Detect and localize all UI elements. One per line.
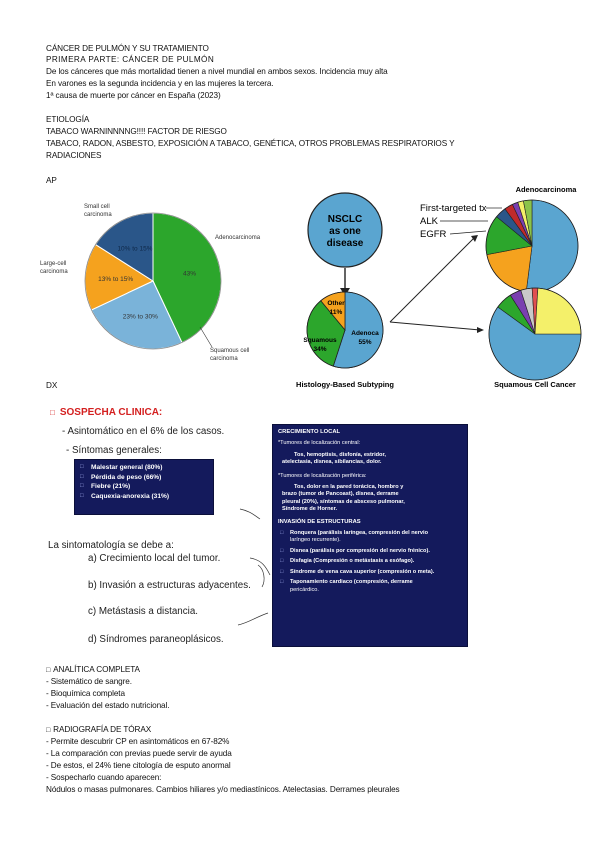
histology-subtyping-label: Histology-Based Subtyping (296, 380, 394, 389)
rx-item: - La comparación con previas puede servir de ayuda (46, 749, 232, 758)
nsclc-text-2: as one (329, 226, 361, 237)
intro-line-2: En varones es la segunda incidencia y en las mujeres la tercera. (46, 79, 274, 88)
legend-large-cell-1: Large-cell (40, 261, 67, 267)
hist-adeno-pct: 55% (358, 339, 372, 346)
legend-squamous-1: Squamous cell (210, 348, 250, 354)
checkbox-icon: □ (46, 667, 51, 674)
crecimiento-invasion-box (272, 424, 468, 647)
hist-squam-pct: 34% (313, 346, 327, 353)
etiology-line-1: TABACO WARNINNNNG!!!! FACTOR DE RIESGO (46, 127, 227, 136)
debe-item-b: b) Invasión a estructuras adyacentes. (88, 580, 251, 591)
central-line-2: atelectasia, disnea, sibilancias, dolor. (282, 459, 382, 466)
invasion-item-1b: laríngeo recurrente). (290, 537, 341, 544)
debe-item-a: a) Crecimiento local del tumor. (88, 553, 221, 564)
nsclc-text-3: disease (326, 238, 364, 249)
invasion-item-5a: Taponamiento cardiaco (compresión, derrame (290, 579, 413, 586)
intro-line-3: 1ª causa de muerte por cáncer en España (2023) (46, 91, 221, 100)
checkbox-icon: □ (46, 727, 51, 734)
rx-findings: Nódulos o masas pulmonares. Cambios hiliares y/o mediastínicos. Atelectasias. Derrames pleurales (46, 785, 400, 794)
legend-small-cell-1: Small cell (84, 204, 110, 210)
sintoma-item: □ Pérdida de peso (66%) (79, 473, 209, 483)
bullet-icon: □ (50, 408, 55, 417)
analitica-item: - Bioquímica completa (46, 689, 125, 698)
first-targeted-label: First-targeted tx (420, 203, 487, 214)
alk-label: ALK (420, 216, 438, 227)
hist-other-label: Other (327, 300, 345, 307)
invasion-item: □ Disnea (parálisis por compresión del nervio frénico). (278, 548, 462, 555)
invasion-item: □ Síndrome de vena cava superior (compresión o meta). (278, 569, 462, 576)
histology-pie-label: 13% to 15% (98, 276, 134, 284)
invasion-title: INVASIÓN DE ESTRUCTURAS (278, 518, 361, 525)
invasion-item (278, 530, 462, 545)
debe-title: La sintomatología se debe a: (48, 540, 174, 551)
analitica-item: - Evaluación del estado nutricional. (46, 701, 170, 710)
rx-item: - De estos, el 24% tiene citología de esputo anormal (46, 761, 231, 770)
nsclc-subtyping-diagram (290, 182, 590, 397)
analitica-title-text: ANALÍTICA COMPLETA (53, 665, 140, 674)
debe-item-d: d) Síndromes paraneoplásicos. (88, 634, 224, 645)
analitica-title (46, 665, 140, 677)
dx-label: DX (46, 381, 58, 390)
rx-item: - Sospecharlo cuando aparecen: (46, 773, 162, 782)
sospecha-text: SOSPECHA CLINICA: (59, 407, 163, 418)
nsclc-text-1: NSCLC (327, 214, 363, 225)
adeno-pie-slice-unknown (526, 200, 578, 292)
sintoma-item: □ Fiebre (21%) (79, 482, 209, 492)
sintomas-generales-box (74, 459, 214, 515)
histology-pie-label: 23% to 30% (122, 313, 158, 321)
invasion-item (278, 579, 462, 594)
sospecha-title (50, 407, 162, 418)
legend-large-cell-2: carcinoma (40, 269, 68, 275)
egfr-label: EGFR (420, 229, 447, 240)
connector-lines (228, 505, 278, 635)
legend-adenocarcinoma: Adenocarcinoma (215, 235, 261, 241)
histology-pie-label: 10% to 15% (117, 245, 153, 253)
sintoma-item: □ Malestar general (80%) (79, 463, 209, 473)
intro-line-1: De los cánceres que más mortalidad tienen a nivel mundial en ambos sexos. Incidencia muy alta (46, 67, 388, 76)
etiology-line-2: TABACO, RADON, ASBESTO, EXPOSICIÓN A TABACO, GENÉTICA, OTROS PROBLEMAS RESPIRATORIOS Y (46, 139, 455, 148)
rx-item: - Permite descubrir CP en asintomáticos en 67-82% (46, 737, 230, 746)
adenocarcinoma-title: Adenocarcinoma (515, 185, 577, 194)
ap-label: AP (46, 176, 57, 185)
invasion-item-5b: pericárdico. (290, 586, 319, 593)
sintoma-item: □ Caquexia-anorexia (31%) (79, 492, 209, 502)
squamous-pie-slice-alteration-e (535, 288, 581, 334)
legend-small-cell-2: carcinoma (84, 212, 112, 218)
page-title: CÁNCER DE PULMÓN Y SU TRATAMIENTO (46, 44, 209, 53)
legend-squamous-2: carcinoma (210, 356, 238, 362)
debe-item-c: c) Metástasis a distancia. (88, 606, 198, 617)
peripheral-line-2: brazo (tumor de Pancoast), disnea, derrame (282, 491, 399, 498)
invasion-item: □ Disfagia (Compresión o metástasis a esófago). (278, 558, 462, 565)
hist-adeno-label: Adenoca (351, 330, 379, 337)
central-line-1: Tos, hemoptisis, disfonía, estridor, (294, 451, 386, 458)
peripheral-heading: *Tumores de localización periférica: (278, 472, 367, 479)
crecimiento-title: CRECIMIENTO LOCAL (278, 429, 341, 435)
peripheral-line-3: pleural (20%), síntomas de absceso pulmonar, (282, 498, 405, 505)
hist-other-pct: 11% (329, 309, 343, 316)
hist-squam-label: Squamous (303, 337, 337, 344)
asintomatico-text: - Asintomático en el 6% de los casos. (62, 426, 225, 437)
peripheral-line-4: Síndrome de Horner. (282, 506, 338, 513)
analitica-item: - Sistemático de sangre. (46, 677, 132, 686)
etiology-line-3: RADIACIONES (46, 151, 102, 160)
histology-pie-label: 43% (182, 270, 197, 278)
invasion-item-1a: Ronquera (parálisis laríngea, compresión del nervio (290, 530, 429, 537)
etiology-title: ETIOLOGÍA (46, 115, 90, 124)
rx-title (46, 725, 151, 737)
squamous-title: Squamous Cell Cancer (494, 380, 576, 389)
rx-title-text: RADIOGRAFÍA DE TÓRAX (53, 725, 152, 734)
sintomas-title: - Síntomas generales: (66, 445, 162, 456)
peripheral-line-1: Tos, dolor en la pared torácica, hombro y (294, 484, 404, 491)
histology-pie-chart (40, 195, 280, 375)
central-heading: *Tumores de localización central: (278, 440, 361, 447)
part-title: PRIMERA PARTE: CÁNCER DE PULMÓN (46, 55, 215, 64)
